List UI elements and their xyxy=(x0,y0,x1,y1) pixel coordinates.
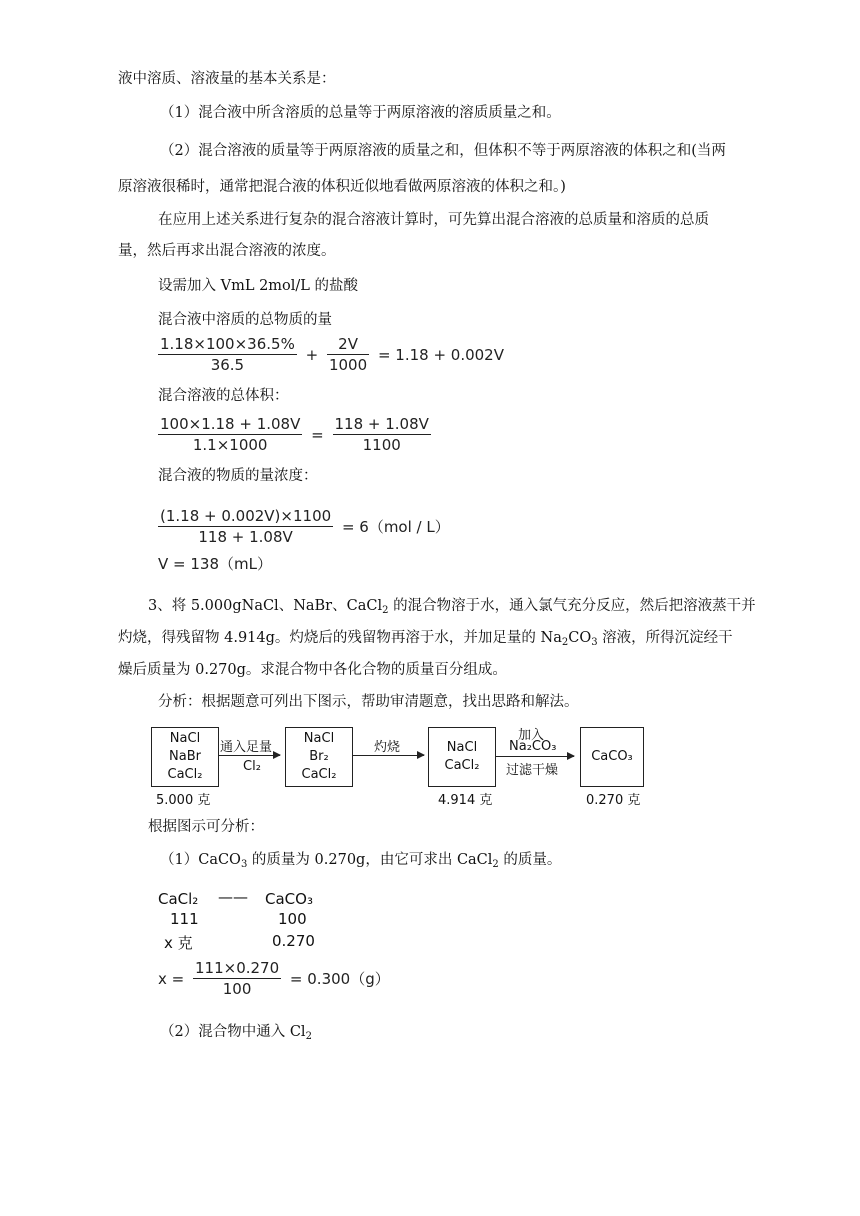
text-line: 燥后质量为 0.270g。求混合物中各化合物的质量百分组成。 xyxy=(118,662,507,678)
fraction-denominator: 118 + 1.08V xyxy=(198,528,293,546)
text-line: （2）混合溶液的质量等于两原溶液的质量之和，但体积不等于两原溶液的体积之和(当两 xyxy=(160,143,726,159)
fraction-numerator: (1.18 + 0.002V)×1100 xyxy=(160,507,332,525)
text-line: 混合液中溶质的总物质的量 xyxy=(158,312,332,328)
fraction-numerator: 111×0.270 xyxy=(195,959,280,977)
text-line: 灼烧，得残留物 4.914g。灼烧后的残留物再溶于水，并加足量的 $Na_2CO_3$ 溶液，所得沉淀经干 xyxy=(118,630,733,648)
diagram-box-after-chlorine: NaCl Br₂ CaCl₂ xyxy=(285,727,353,787)
equation-rhs: = 1.18 + 0.002V xyxy=(377,345,504,364)
mass-label: 5.000 克 xyxy=(156,793,211,808)
text-line: （1）CaCO$_3$ 的质量为 0.270g，由它可求出 CaCl$_2$ 的质量。 xyxy=(160,852,562,870)
arrow-label: 过滤干燥 xyxy=(506,763,559,778)
operator: = xyxy=(311,425,324,444)
fraction-denominator: 100 xyxy=(222,980,252,998)
text-line: 量，然后再求出混合溶液的浓度。 xyxy=(118,243,336,259)
text-line: 设需加入 VmL 2mol/L 的盐酸 xyxy=(158,278,359,294)
arrow-label: 通入足量 xyxy=(220,740,273,755)
text-line: （2）混合物中通入 $Cl_2$ xyxy=(160,1024,312,1042)
arrow-label: 加入 xyxy=(518,728,545,743)
formula-cacl2: CaCl₂ xyxy=(158,890,199,908)
equation-total-volume xyxy=(158,414,431,455)
molar-mass-caco3: 100 xyxy=(278,910,307,928)
diagram-box-residue: NaCl CaCl₂ xyxy=(428,727,496,787)
diagram-box-precipitate: CaCO₃ xyxy=(580,727,644,787)
text-line: 原溶液很稀时，通常把混合液的体积近似地看做两原溶液的体积之和。) xyxy=(118,179,566,195)
equation-x xyxy=(158,958,394,999)
arrow-icon xyxy=(218,755,280,756)
text-line: 混合溶液的总体积： xyxy=(158,388,289,404)
fraction-denominator: 1100 xyxy=(362,436,401,454)
text-line: 混合液的物质的量浓度： xyxy=(158,468,318,484)
arrow-icon xyxy=(496,756,574,757)
equation-concentration xyxy=(158,506,454,547)
equation-rhs: = 6（mol / L） xyxy=(341,518,450,536)
text-line: 液中溶质、溶液量的基本关系是： xyxy=(118,71,336,87)
fraction-denominator: 1.1×1000 xyxy=(192,436,268,454)
fraction-numerator: 2V xyxy=(327,334,369,355)
formula-caco3: CaCO₃ xyxy=(265,890,313,908)
molar-mass-cacl2: 111 xyxy=(170,910,199,928)
equation-result: V = 138（mL） xyxy=(158,555,272,573)
known-mass: 0.270 xyxy=(272,932,315,950)
operator: + xyxy=(305,345,319,364)
equation-total-moles xyxy=(158,334,508,375)
text-line: 在应用上述关系进行复杂的混合溶液计算时，可先算出混合溶液的总质量和溶质的总质 xyxy=(158,212,709,228)
text-line: （1）混合液中所含溶质的总量等于两原溶液的溶质质量之和。 xyxy=(160,105,561,121)
equation-lhs: x = xyxy=(158,969,185,988)
text-line: 3、将 5.000gNaCl、NaBr、CaCl$_2$ 的混合物溶于水，通入氯气充分反应，然后把溶液蒸干并 xyxy=(148,598,756,616)
arrow-label: Cl₂ xyxy=(243,759,261,774)
fraction-numerator: 100×1.18 + 1.08V xyxy=(160,415,301,433)
mass-label: 4.914 克 xyxy=(438,793,493,808)
unknown-mass: x 克 xyxy=(164,934,193,952)
fraction-numerator: 118 + 1.08V xyxy=(334,415,429,433)
arrow-label: 灼烧 xyxy=(374,740,401,755)
mass-label: 0.270 克 xyxy=(586,793,641,808)
arrow-label: Na₂CO₃ xyxy=(509,739,557,754)
formula-dash: —— xyxy=(218,888,248,906)
text-line: 根据图示可分析： xyxy=(148,819,264,835)
fraction-denominator: 36.5 xyxy=(210,356,245,374)
fraction-denominator: 1000 xyxy=(328,356,368,374)
fraction-numerator: 1.18×100×36.5% xyxy=(160,335,295,353)
equation-rhs: = 0.300（g） xyxy=(289,970,390,988)
text-line: 分析：根据题意可列出下图示，帮助审清题意，找出思路和解法。 xyxy=(158,694,579,710)
diagram-box-mixture: NaCl NaBr CaCl₂ xyxy=(151,727,219,787)
arrow-icon xyxy=(352,755,424,756)
